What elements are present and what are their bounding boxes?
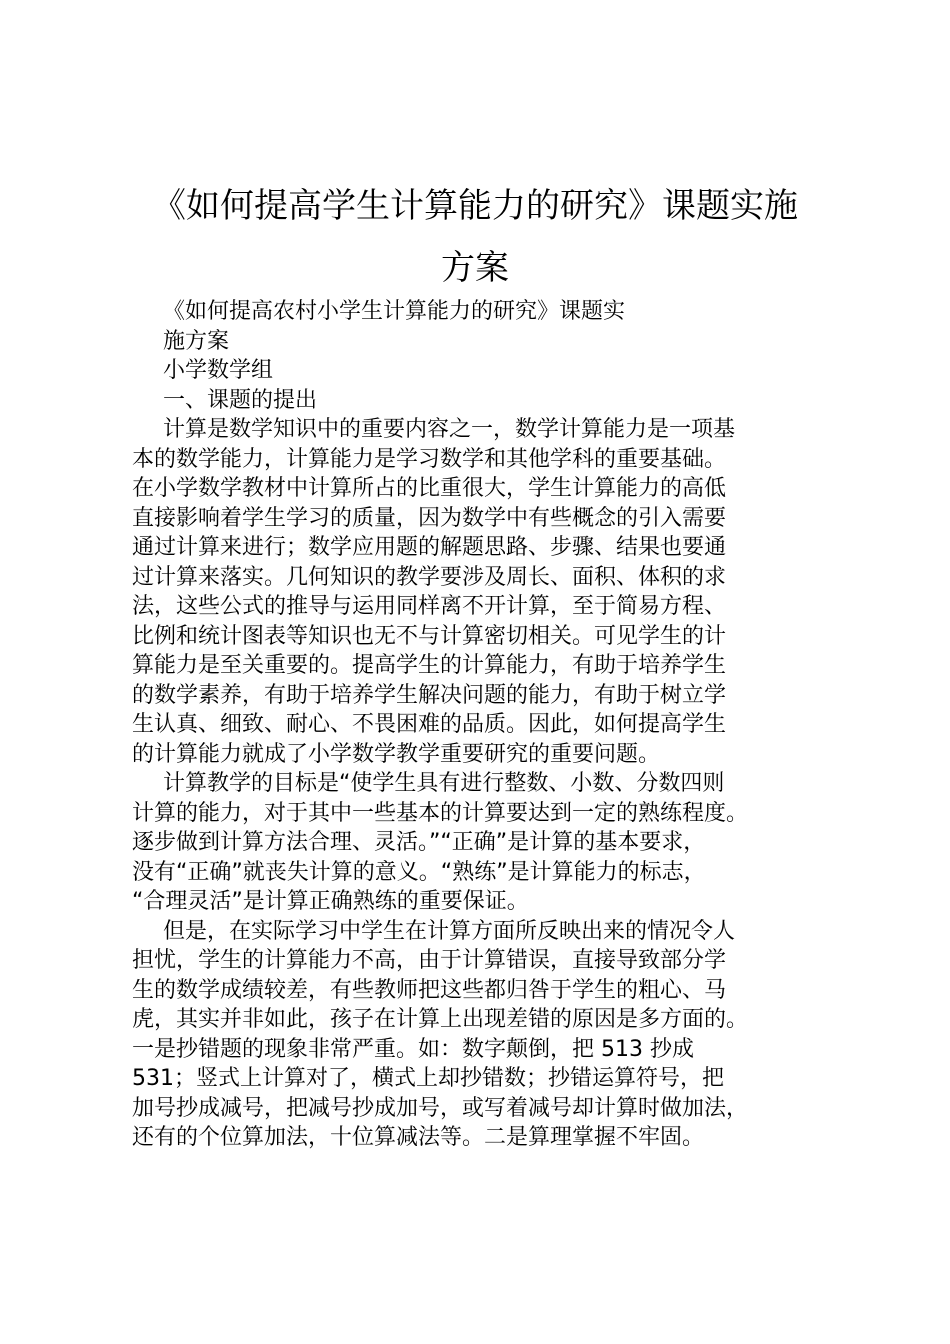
body-line: 算能力是至关重要的。提高学生的计算能力，有助于培养学生 [132,653,727,678]
body-line: 计算教学的目标是“使学生具有进行整数、小数、分数四则 [163,771,725,796]
body-line: 还有的个位算加法，十位算减法等。二是算理掌握不牢固。 [132,1125,705,1150]
body-line: 的计算能力就成了小学数学教学重要研究的重要问题。 [132,741,661,767]
document-title-line-1: 《如何提高学生计算能力的研究》课题实施 [152,186,798,226]
body-line: 生认真、细致、耐心、不畏困难的品质。因此，如何提高学生 [132,712,727,737]
body-line: 一、课题的提出 [163,387,318,413]
body-line: 小学数学组 [163,358,274,383]
body-line: 加号抄成减号，把减号抄成加号，或写着减号却计算时做加法， [132,1095,749,1121]
body-line: 计算是数学知识中的重要内容之一，数学计算能力是一项基 [163,417,736,442]
body-line: 逐步做到计算方法合理、灵活。”“正确”是计算的基本要求， [132,830,706,855]
body-line: 生的数学成绩较差，有些教师把这些都归咎于学生的粗心、马 [132,977,727,1003]
body-line: 531；竖式上计算对了，横式上却抄错数；抄错运算符号，把 [132,1066,724,1091]
body-line: 过计算来落实。几何知识的教学要涉及周长、面积、体积的求 [132,564,727,590]
body-line: 但是，在实际学习中学生在计算方面所反映出来的情况令人 [163,918,736,944]
body-line: 担忧，学生的计算能力不高，由于计算错误，直接导致部分学 [132,948,727,973]
body-line: 法，这些公式的推导与运用同样离不开计算，至于简易方程、 [132,594,727,619]
document-title-line-2: 方案 [441,248,509,288]
body-line: 虎，其实并非如此，孩子在计算上出现差错的原因是多方面的。 [132,1007,749,1032]
body-line: 在小学数学教材中计算所占的比重很大，学生计算能力的高低 [132,476,727,501]
body-line: “合理灵活”是计算正确熟练的重要保证。 [132,889,529,914]
body-line: 一是抄错题的现象非常严重。如：数字颠倒，把 513 抄成 [132,1036,694,1062]
body-line: 施方案 [163,328,230,354]
body-line: 通过计算来进行；数学应用题的解题思路、步骤、结果也要通 [132,535,727,560]
body-line: 《如何提高农村小学生计算能力的研究》课题实 [163,299,626,324]
body-line: 本的数学能力，计算能力是学习数学和其他学科的重要基础。 [132,446,727,472]
document-body [132,297,852,1153]
body-line: 比例和统计图表等知识也无不与计算密切相关。可见学生的计 [132,623,727,649]
body-line: 的数学素养，有助于培养学生解决问题的能力，有助于树立学 [132,682,727,708]
body-line: 直接影响着学生学习的质量，因为数学中有些概念的引入需要 [132,505,727,531]
body-line: 没有“正确”就丧失计算的意义。“熟练”是计算能力的标志， [132,859,706,885]
body-line: 计算的能力，对于其中一些基本的计算要达到一定的熟练程度。 [132,800,749,826]
